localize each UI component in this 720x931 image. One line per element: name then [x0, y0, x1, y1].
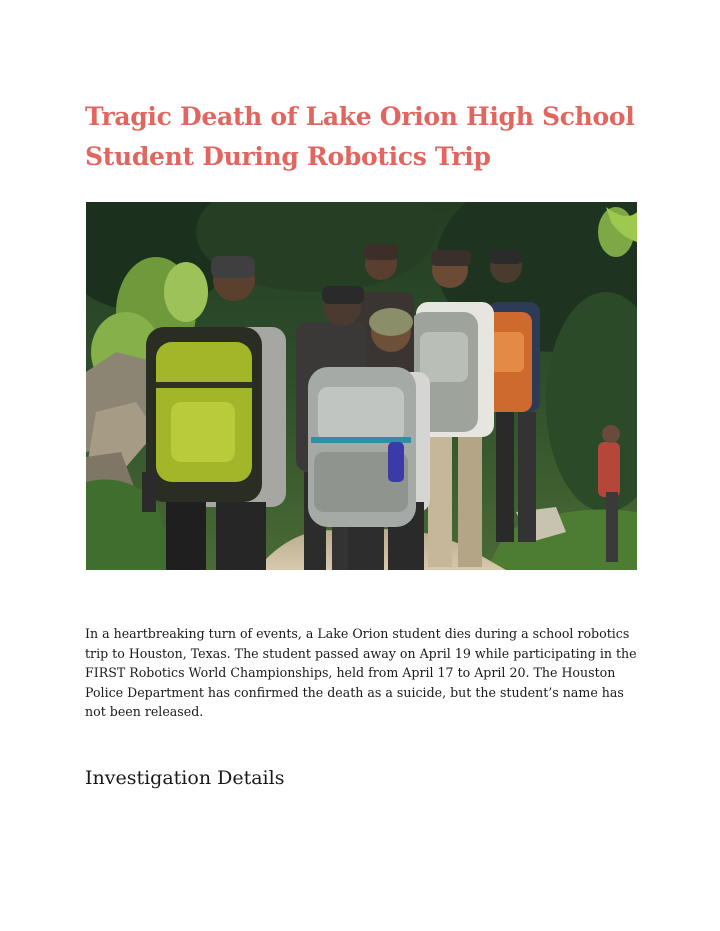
section-heading: Investigation Details [85, 767, 285, 789]
article-title: Tragic Death of Lake Orion High School Student During Robotics Trip [85, 102, 635, 171]
article-paragraph: In a heartbreaking turn of events, a Lake Orion student dies during a school robotics trip to Houston, Texas. The student passed away on April 19 while participating in the FIRST Robotics World Championships, held from April 17 to April 20. The Houston Police Department has confirmed the death as a suicide, but the student’s name has not been released. [85, 626, 637, 719]
hikers-photo [86, 202, 637, 570]
